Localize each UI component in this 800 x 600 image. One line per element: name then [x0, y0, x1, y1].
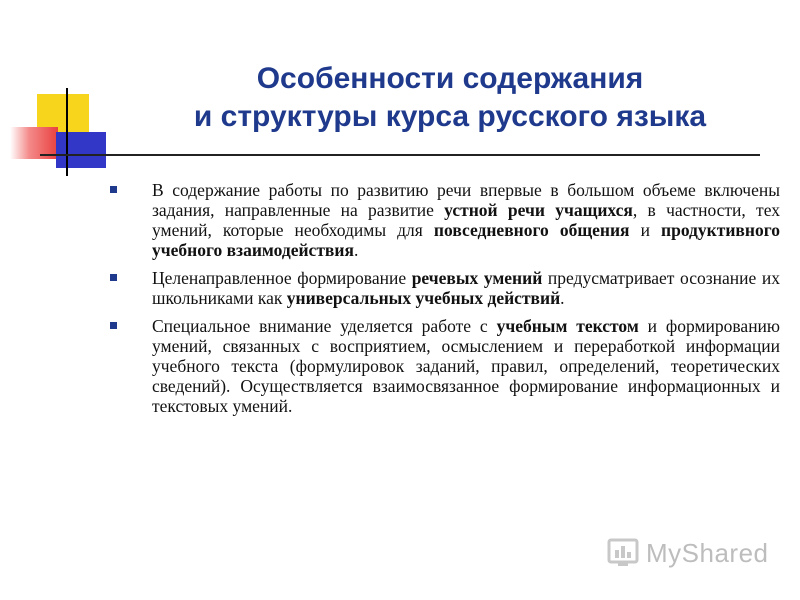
text-run: предусматривает осознание их школьниками как	[152, 268, 780, 308]
text-run: Целенаправленное формирование	[152, 268, 412, 288]
bullet-marker	[110, 274, 117, 281]
bullet-item	[110, 180, 780, 260]
bullet-item	[110, 268, 780, 308]
bold-phrase: устной речи учащихся	[444, 200, 633, 220]
text-run: .	[353, 240, 359, 260]
text-run: , в частности, тех умений, которые необходимы для	[152, 200, 780, 240]
title-line-2: и структуры курса русского языка	[193, 100, 707, 133]
text-run: и	[629, 220, 661, 240]
bullet-marker	[110, 186, 117, 193]
bullet-text	[152, 268, 780, 308]
bullet-text	[152, 316, 780, 416]
text-run: В содержание работы по развитию речи впервые в большом объеме включены задания, направленные на развитие	[152, 180, 780, 220]
bold-phrase: речевых умений	[411, 268, 543, 288]
bullet-list	[110, 180, 780, 424]
bold-phrase: учебным текстом	[496, 316, 639, 336]
title-underline	[40, 154, 760, 156]
bullet-marker	[110, 322, 117, 329]
decor-vertical-line	[66, 88, 68, 176]
bold-phrase: повседневного общения	[433, 220, 630, 240]
bold-phrase: продуктивного учебного взаимодействия	[152, 220, 780, 260]
bold-phrase: универсальных учебных действий	[286, 288, 561, 308]
text-run: Специальное внимание уделяется работе с	[152, 316, 497, 336]
text-run: и формированию умений, связанных с восприятием, осмыслением и переработкой информации учебного текста (формулировок заданий, правил, определений, теоретических сведений). Осуществляется взаимосвязанное формирование информационных и текстовых умений.	[152, 316, 780, 416]
watermark-text: MyShared	[646, 537, 769, 568]
slide-title	[120, 60, 780, 136]
myshared-logo-icon	[606, 536, 640, 570]
decor-blue-square	[56, 132, 106, 168]
bullet-text	[152, 180, 780, 260]
text-run: .	[560, 288, 565, 308]
title-line-1: Особенности содержания	[256, 62, 644, 95]
myshared-watermark	[606, 536, 769, 570]
bullet-item	[110, 316, 780, 416]
